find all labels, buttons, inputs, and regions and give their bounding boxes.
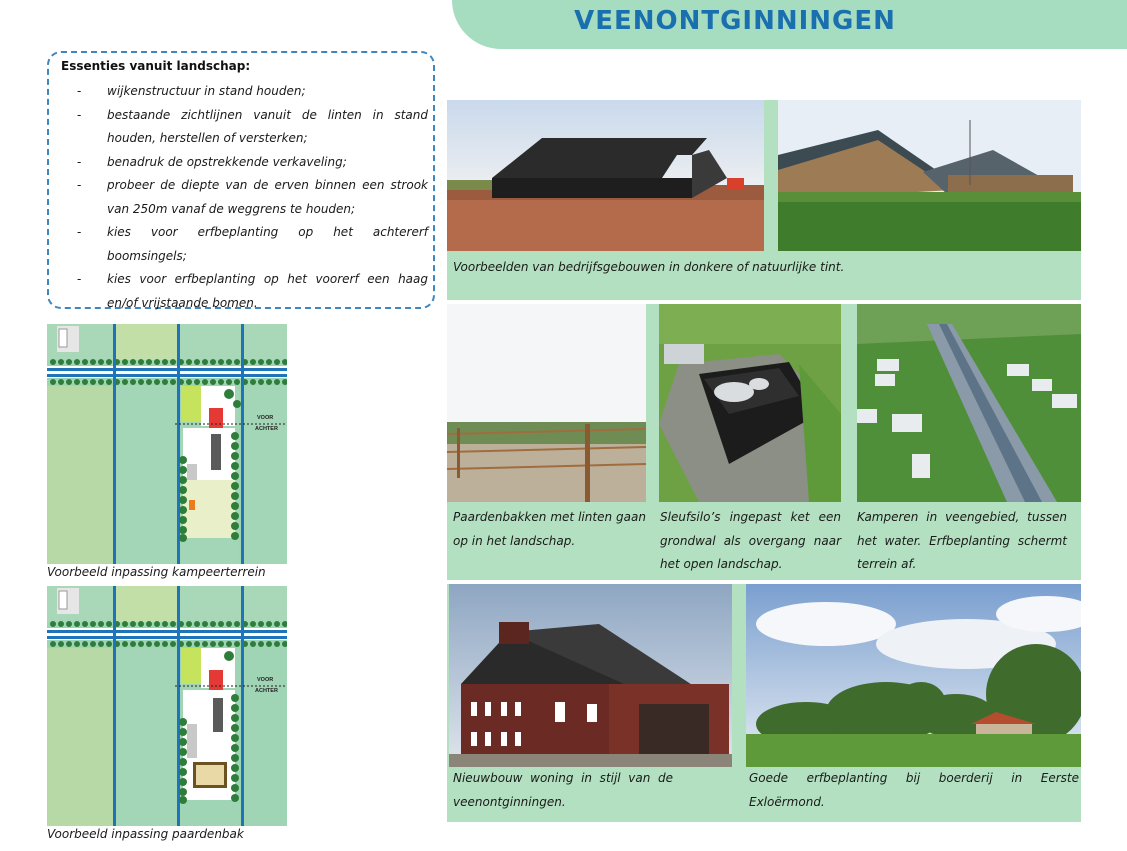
front-label: VOOR (257, 415, 274, 421)
photo-silo (659, 304, 841, 502)
page-title: VEENONTGINNINGEN (574, 6, 896, 36)
list-item: - wijkenstructuur in stand houden; (77, 84, 306, 98)
list-item: - bestaande zichtlijnen vanuit de linten in stand houden, herstellen of versterken; (77, 107, 428, 145)
front-label: VOOR (257, 677, 274, 683)
photo-wooden-barns (778, 100, 1081, 251)
photo-new-house (449, 584, 732, 767)
plan-camping-diagram (47, 324, 287, 564)
essentials-title: Essenties vanuit landschap: (61, 59, 251, 73)
plan-paddock-caption: Voorbeeld inpassing paardenbak (47, 827, 244, 841)
list-item: - kies voor erfbeplanting op het voorerf een haag en/of vrijstaande bomen. (77, 272, 428, 310)
photo-paddock (447, 304, 646, 502)
photo-farm (746, 584, 1081, 767)
plan-camping-caption: Voorbeeld inpassing kampeerterrein (47, 565, 266, 579)
caption-silo: Sleufsilo’s ingepast ket een grondwal als overgang naar het open landschap. (660, 510, 841, 571)
plan-paddock-diagram (47, 586, 287, 826)
photo-dark-barn (447, 100, 764, 251)
caption-farm: Goede erfbeplanting bij boerderij in Eerste Exloërmond. (749, 771, 1079, 809)
list-item: - probeer de diepte van de erven binnen een strook van 250m vanaf de weggrens te houden; (77, 178, 428, 216)
essentials-list (60, 80, 428, 315)
back-label: ACHTER (255, 688, 278, 694)
back-label: ACHTER (255, 426, 278, 432)
caption-house: Nieuwbouw woning in stijl van de veenontginningen. (453, 771, 673, 809)
caption-camping: Kamperen in veengebied, tussen het water. Erfbeplanting schermt terrein af. (857, 510, 1067, 571)
photo-camping (857, 304, 1081, 502)
caption-buildings: Voorbeelden van bedrijfsgebouwen in donkere of natuurlijke tint. (453, 260, 845, 274)
caption-paddock: Paardenbakken met linten gaan op in het landschap. (453, 510, 646, 548)
list-item: - kies voor erfbeplanting op het achtererf boomsingels; (77, 225, 428, 263)
list-item: - benadruk de opstrekkende verkaveling; (77, 154, 347, 169)
